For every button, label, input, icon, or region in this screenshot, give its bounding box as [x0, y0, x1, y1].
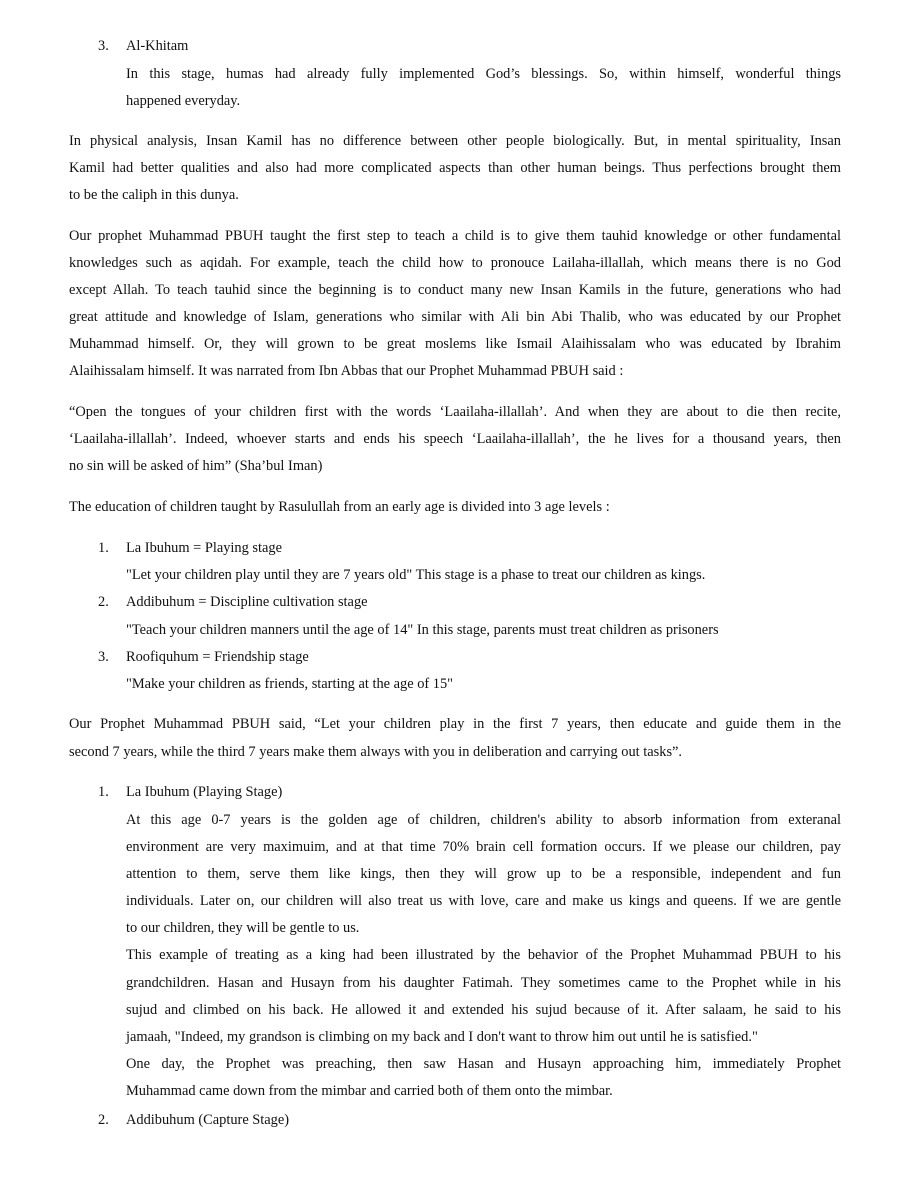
- list-item-title: Roofiquhum = Friendship stage: [126, 649, 309, 665]
- text-line: individuals. Later on, our children will also treat us with love, care and make us kings and queens. If we are gentle: [126, 893, 841, 909]
- text-line: In this stage, humas had already fully implemented God’s blessings. So, within himself, wonderful things: [126, 66, 841, 82]
- text-line: At this age 0-7 years is the golden age of children, children's ability to absorb information from exteranal: [126, 812, 841, 828]
- text-line: second 7 years, while the third 7 years make them always with you in deliberation and carrying out tasks”.: [69, 744, 683, 760]
- list-item-title: La Ibuhum = Playing stage: [126, 540, 282, 556]
- text-line: In physical analysis, Insan Kamil has no difference between other people biologically. But, in mental spirituality, Insan: [69, 133, 841, 149]
- list-number: 3.: [98, 649, 109, 665]
- text-line: “Open the tongues of your children first with the words ‘Laailaha-illallah’. And when they are about to die then recite,: [69, 404, 841, 420]
- text-line: Kamil had better qualities and also had more complicated aspects than other human beings. Thus perfections brought them: [69, 160, 841, 176]
- text-line: This example of treating as a king had been illustrated by the behavior of the Prophet Muhammad PBUH to his: [126, 947, 841, 963]
- text-line: except Allah. To teach tauhid since the beginning is to conduct many new Insan Kamils in the future, generations who had: [69, 282, 841, 298]
- text-line: environment are very maximuim, and at that time 70% brain cell formation occurs. If we please our children, pay: [126, 839, 841, 855]
- text-line: to our children, they will be gentle to us.: [126, 920, 360, 936]
- list-number: 2.: [98, 1112, 109, 1128]
- text-line: Muhammad came down from the mimbar and carried both of them onto the mimbar.: [126, 1083, 613, 1099]
- text-line: attention to them, serve them like kings, then they will grow up to be a responsible, independent and fun: [126, 866, 841, 882]
- text-line: Alaihissalam himself. It was narrated from Ibn Abbas that our Prophet Muhammad PBUH said :: [69, 363, 624, 379]
- text-line: One day, the Prophet was preaching, then saw Hasan and Husayn approaching him, immediately Prophet: [126, 1056, 841, 1072]
- list-number: 2.: [98, 594, 109, 610]
- text-line: Our prophet Muhammad PBUH taught the first step to teach a child is to give them tauhid knowledge or other fundamental: [69, 228, 841, 244]
- text-line: knowledges such as aqidah. For example, teach the child how to pronouce Lailaha-illallah, which means there is no God: [69, 255, 841, 271]
- text-line: grandchildren. Hasan and Husayn from his daughter Fatimah. They sometimes came to the Prophet while in his: [126, 975, 841, 991]
- list-number: 1.: [98, 540, 109, 556]
- list-item-desc: "Let your children play until they are 7 years old" This stage is a phase to treat our children as kings.: [126, 567, 706, 583]
- text-line: sujud and climbed on his back. He allowed it and extended his sujud because of it. After salaam, he said to his: [126, 1002, 841, 1018]
- list-item-title: Addibuhum = Discipline cultivation stage: [126, 594, 368, 610]
- list-item-title: Addibuhum (Capture Stage): [126, 1112, 290, 1128]
- text-line: Our Prophet Muhammad PBUH said, “Let your children play in the first 7 years, then educate and guide them in the: [69, 716, 841, 732]
- text-line: great attitude and knowledge of Islam, generations who similar with Ali bin Abi Thalib, who was educated by our Prophet: [69, 309, 841, 325]
- list-number: 1.: [98, 784, 109, 800]
- list-item-title: La Ibuhum (Playing Stage): [126, 784, 283, 800]
- text-line: no sin will be asked of him” (Sha’bul Iman): [69, 458, 323, 474]
- list-item-desc: "Make your children as friends, starting at the age of 15": [126, 676, 454, 692]
- text-line: to be the caliph in this dunya.: [69, 187, 239, 203]
- text-line: ‘Laailaha-illallah’. Indeed, whoever starts and ends his speech ‘Laailaha-illallah’, the he lives for a thousand years, then: [69, 431, 841, 447]
- education-intro: The education of children taught by Rasulullah from an early age is divided into 3 age levels :: [69, 499, 610, 515]
- text-line: happened everyday.: [126, 93, 241, 109]
- list-number: 3.: [98, 38, 109, 54]
- text-line: jamaah, "Indeed, my grandson is climbing on my back and I don't want to throw him out until he is satisfied.": [126, 1029, 758, 1045]
- list-item-title: Al-Khitam: [126, 38, 189, 54]
- list-item-desc: "Teach your children manners until the age of 14" In this stage, parents must treat children as prisoners: [126, 622, 719, 638]
- text-line: Muhammad himself. Or, they will grown to be great moslems like Ismail Alaihissalam who was educated by Ibrahim: [69, 336, 841, 352]
